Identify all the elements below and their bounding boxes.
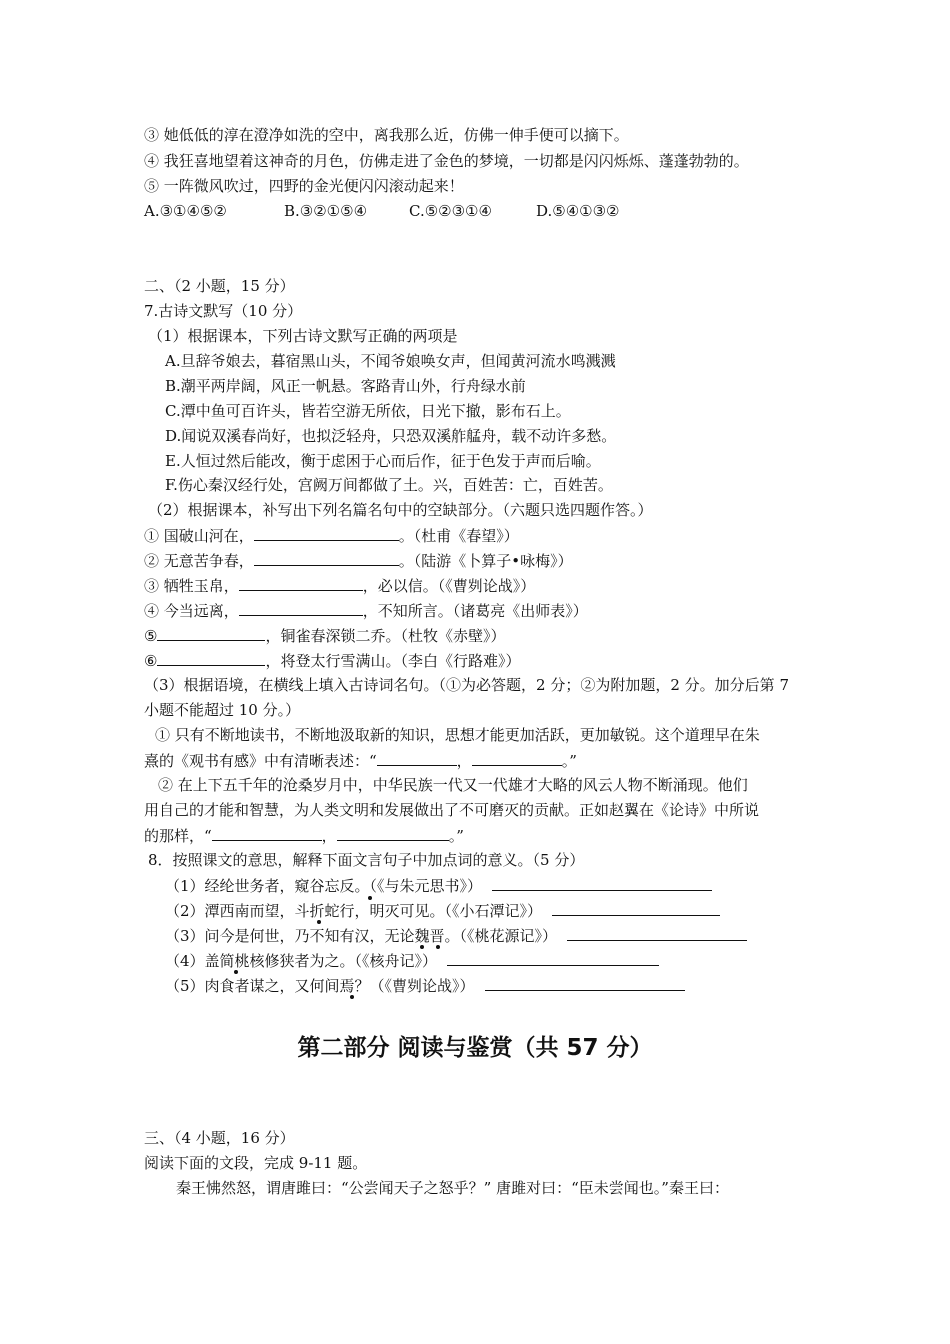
emphasis-dot [234, 970, 238, 974]
fill-item: ④ 今当远离， ，不知所言。（诸葛亮《出师表》） [144, 602, 588, 620]
part-2-title: 第二部分 阅读与鉴赏（共 57 分） [297, 1035, 653, 1061]
fill-item: ③ 牺牲玉帛， ，必以信。（《曹刿论战》） [144, 577, 536, 595]
q7-1-option: C.潭中鱼可百许头，皆若空游无所依，日光下撤，影布石上。 [165, 402, 571, 420]
q7-3-a-fill: 熹的《观书有感》中有清晰表述：“ ， 。” [144, 752, 577, 770]
q7-3-prompt-cont: 小题不能超过 10 分。） [144, 701, 301, 719]
answer-blank[interactable] [254, 550, 399, 566]
fill-item: ⑤ ，铜雀春深锁二乔。（杜牧《赤壁》） [144, 627, 506, 645]
q7-1-option: E.人恒过然后能改，衡于虑困于心而后作，征于色发于声而后喻。 [165, 452, 601, 470]
section-3-instruction: 阅读下面的文段，完成 9-11 题。 [144, 1154, 368, 1172]
option-a: A.③①④⑤② [144, 202, 227, 220]
emphasis-dot [368, 896, 372, 900]
q8-item: （5）肉食者谋之，又何间焉？（《曹刿论战》） [165, 975, 685, 996]
emphasis-dot [420, 945, 424, 949]
fill-item: ⑥ ，将登太行雪满山。（李白《行路难》） [144, 652, 521, 670]
q7-1-option: D.闻说双溪春尚好，也拟泛轻舟，只恐双溪舴艋舟，载不动许多愁。 [165, 427, 617, 445]
q7-1-option: B.潮平两岸阔，风正一帆悬。客路青山外，行舟绿水前 [165, 377, 526, 395]
answer-blank[interactable] [485, 975, 685, 991]
q7-1-option: F.伤心秦汉经行处，宫阙万间都做了土。兴，百姓苦：亡，百姓苦。 [165, 476, 613, 494]
answer-blank[interactable] [212, 825, 322, 841]
q7-title: 7.古诗文默写（10 分） [144, 302, 303, 320]
section-3-header: 三、（4 小题，16 分） [144, 1129, 295, 1147]
answer-blank[interactable] [567, 925, 747, 941]
option-b: B.③②①⑤④ [284, 202, 368, 220]
answer-blank[interactable] [377, 750, 457, 766]
answer-blank[interactable] [239, 600, 363, 616]
q7-2-prompt: （2）根据课本，补写出下列名篇名句中的空缺部分。（六题只选四题作答。） [148, 501, 653, 519]
answer-blank[interactable] [157, 625, 265, 641]
q7-3-b-fill: 的那样，“ ， 。” [144, 827, 464, 845]
q7-3-b-text-cont: 用自己的才能和智慧，为人类文明和发展做出了不可磨灭的贡献。正如赵翼在《论诗》中所说 [144, 801, 760, 819]
passage-text: 秦王怫然怒，谓唐雎曰：“公尝闻天子之怒乎？” 唐雎对曰：“臣未尝闻也。”秦王曰： [176, 1179, 729, 1197]
q8-item: （3）问今是何世，乃不知有汉，无论魏晋。（《桃花源记》） [165, 925, 747, 946]
emphasis-dot [436, 945, 440, 949]
q7-3-prompt: （3）根据语境，在横线上填入古诗词名句。（①为必答题，2 分；②为附加题，2 分。加分后第 7 [144, 676, 789, 694]
emphasis-dot [350, 995, 354, 999]
q7-1-prompt: （1）根据课本，下列古诗文默写正确的两项是 [148, 327, 458, 345]
answer-blank[interactable] [472, 750, 562, 766]
answer-blank[interactable] [552, 900, 720, 916]
q8-item: （4）盖简桃核修狭者为之。（《核舟记》） [165, 950, 659, 971]
section-2-header: 二、（2 小题，15 分） [144, 277, 295, 295]
emphasis-dot [317, 920, 321, 924]
fill-item: ② 无意苦争春， 。（陆游《卜算子•咏梅》） [144, 552, 573, 570]
option-c: C.⑤②③①④ [409, 202, 492, 220]
sentence-5: ⑤ 一阵微风吹过，四野的金光便闪闪滚动起来！ [144, 177, 464, 195]
q8-title: 8．按照课文的意思，解释下面文言句子中加点词的意义。（5 分） [148, 851, 585, 869]
q8-item: （1）经纶世务者，窥谷忘反。（《与朱元思书》） [165, 875, 712, 896]
sentence-3: ③ 她低低的淳在澄净如洗的空中，离我那么近，仿佛一伸手便可以摘下。 [144, 126, 629, 144]
q7-1-option: A.旦辞爷娘去，暮宿黑山头，不闻爷娘唤女声，但闻黄河流水鸣溅溅 [165, 352, 616, 370]
sentence-4: ④ 我狂喜地望着这神奇的月色，仿佛走进了金色的梦境，一切都是闪闪烁烁、蓬蓬勃勃的。 [144, 152, 749, 170]
q6-options [144, 201, 620, 221]
answer-blank[interactable] [447, 950, 659, 966]
q8-item: （2）潭西南而望，斗折蛇行，明灭可见。（《小石潭记》） [165, 900, 720, 921]
q7-3-a-text: ① 只有不断地读书，不断地汲取新的知识，思想才能更加活跃，更加敏锐。这个道理早在朱 [155, 726, 760, 744]
q7-3-b-text: ② 在上下五千年的沧桑岁月中，中华民族一代又一代雄才大略的风云人物不断涌现。他们 [158, 776, 748, 794]
answer-blank[interactable] [254, 525, 399, 541]
answer-blank[interactable] [157, 650, 265, 666]
option-d: D.⑤④①③② [536, 202, 620, 220]
answer-blank[interactable] [239, 575, 363, 591]
answer-blank[interactable] [492, 875, 712, 891]
answer-blank[interactable] [337, 825, 449, 841]
fill-item: ① 国破山河在， 。（杜甫《春望》） [144, 527, 519, 545]
